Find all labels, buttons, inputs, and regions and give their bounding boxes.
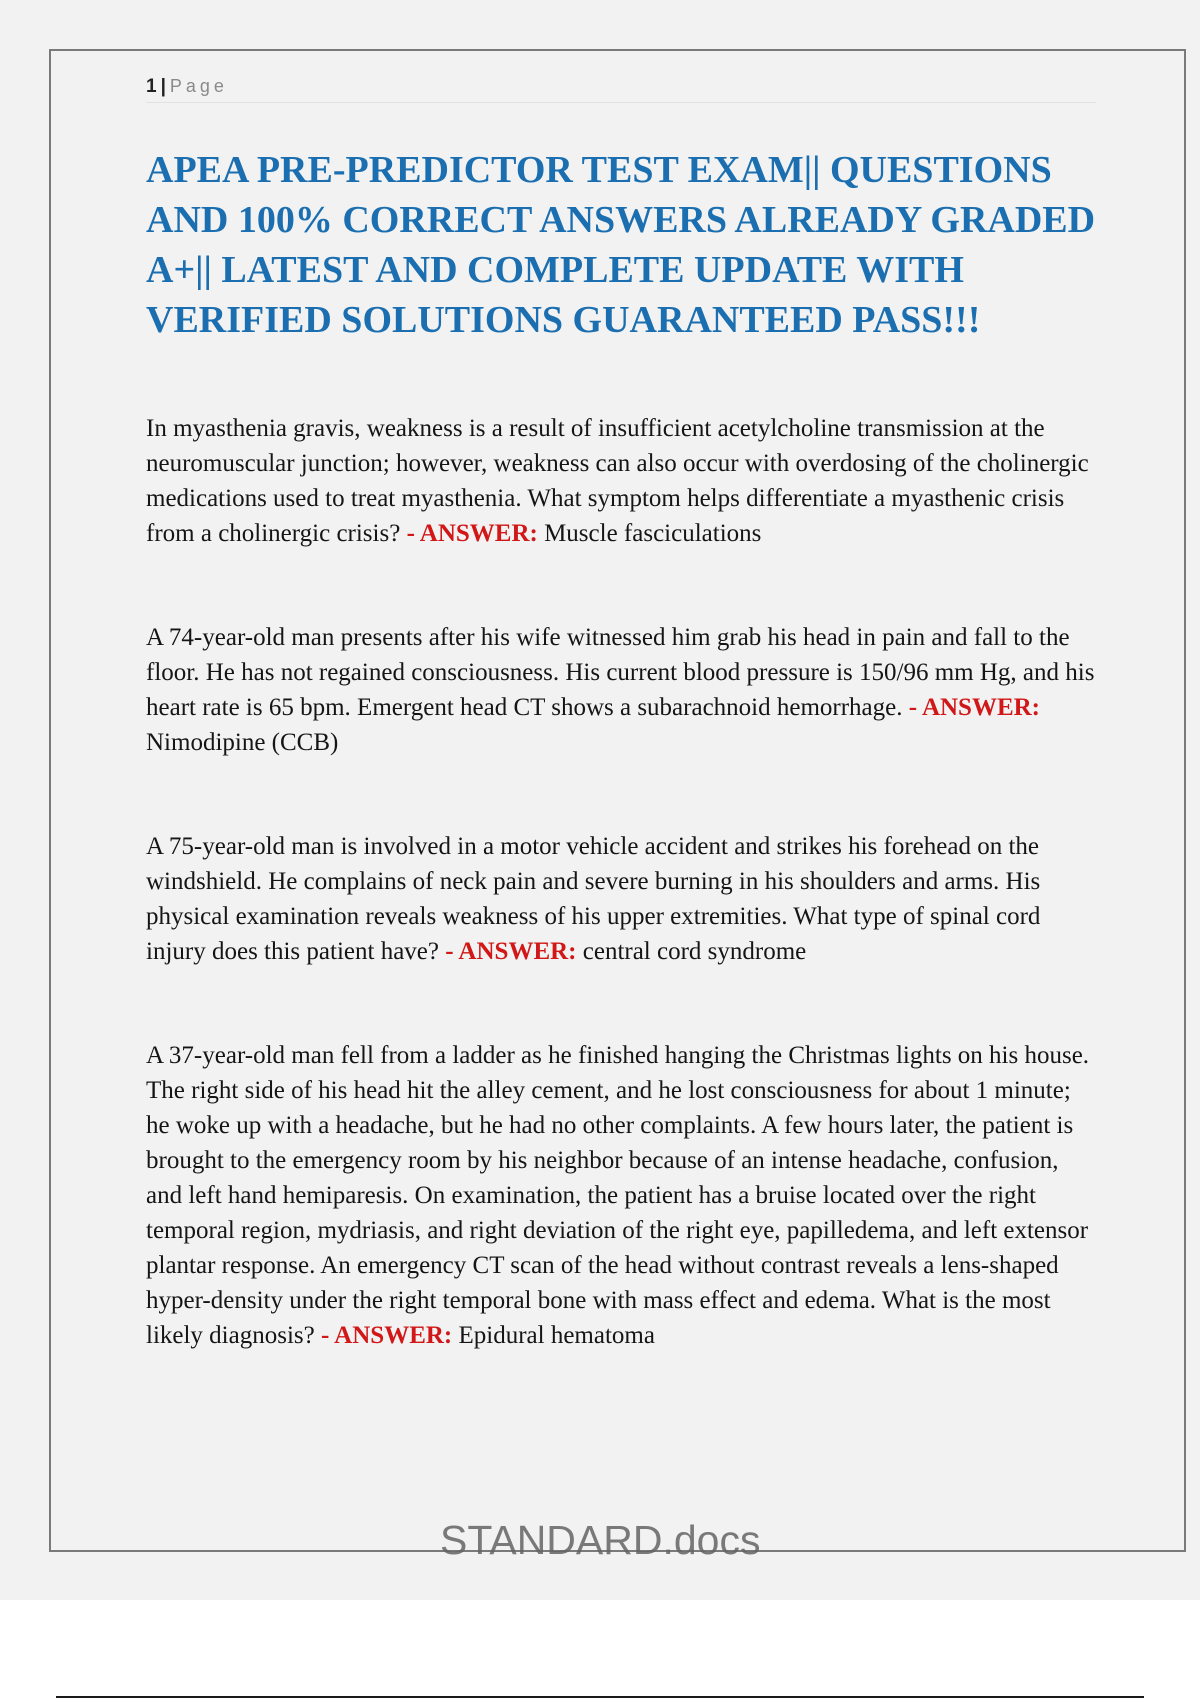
page-number: 1 [146,76,157,97]
page-word: Page [169,76,228,96]
answer-text: Muscle fasciculations [544,520,762,547]
answer-label: - ANSWER: [406,520,538,547]
question-text: A 75-year-old man is involved in a motor vehicle accident and strikes his forehead on the windshield. He complains of neck pain and severe burning in his shoulders and arms. His physical examination reveals weakness of his upper extremities. What type of spinal cord injury does this patient have? [146,833,1041,965]
answer-text: central cord syndrome [582,938,807,965]
answer-label: - ANSWER: [908,694,1041,721]
qa-item [146,829,1096,969]
question-text: In myasthenia gravis, weakness is a result of insufficient acetylcholine transmission at the neuromuscular junction; however, weakness can also occur with overdosing of the cholinergic medications used to treat myasthenia. What symptom helps differentiate a myasthenic crisis from a cholinergic crisis? [146,415,1089,547]
answer-text: Nimodipine (CCB) [146,729,339,756]
qa-item [146,411,1096,551]
bottom-divider [56,1696,1144,1698]
page-header [146,76,1096,103]
question-text: A 74-year-old man presents after his wife witnessed him grab his head in pain and fall to the floor. He has not regained consciousness. His current blood pressure is 150/96 mm Hg, and his heart rate is 65 bpm. Emergent head CT shows a subarachnoid hemorrhage. [146,624,1095,721]
question-text: A 37-year-old man fell from a ladder as he finished hanging the Christmas lights on his house. The right side of his head hit the alley cement, and he lost consciousness for about 1 minute; he woke up with a headache, but he had no other complaints. A few hours later, the patient is brought to the emergency room by his neighbor because of an intense headache, confusion, and left hand hemiparesis. On examination, the patient has a bruise located over the right temporal region, mydriasis, and right deviation of the right eye, papilledema, and left extensor plantar response. An emergency CT scan of the head without contrast reveals a lens-shaped hyper-density under the right temporal bone with mass effect and edema. What is the most likely diagnosis? [146,1042,1090,1349]
watermark: STANDARD.docs [440,1517,761,1563]
answer-label: - ANSWER: [320,1322,453,1349]
page-separator: | [160,76,166,97]
qa-item [146,1038,1096,1353]
answer-label: - ANSWER: [445,938,577,965]
qa-list [146,411,1096,1422]
qa-item [146,620,1096,760]
answer-text: Epidural hematoma [458,1322,655,1349]
document-title: APEA PRE-PREDICTOR TEST EXAM|| QUESTIONS AND 100% CORRECT ANSWERS ALREADY GRADED A+|| LATEST AND COMPLETE UPDATE WITH VERIFIED SOLUTIONS GUARANTEED PASS!!! [146,149,1096,341]
